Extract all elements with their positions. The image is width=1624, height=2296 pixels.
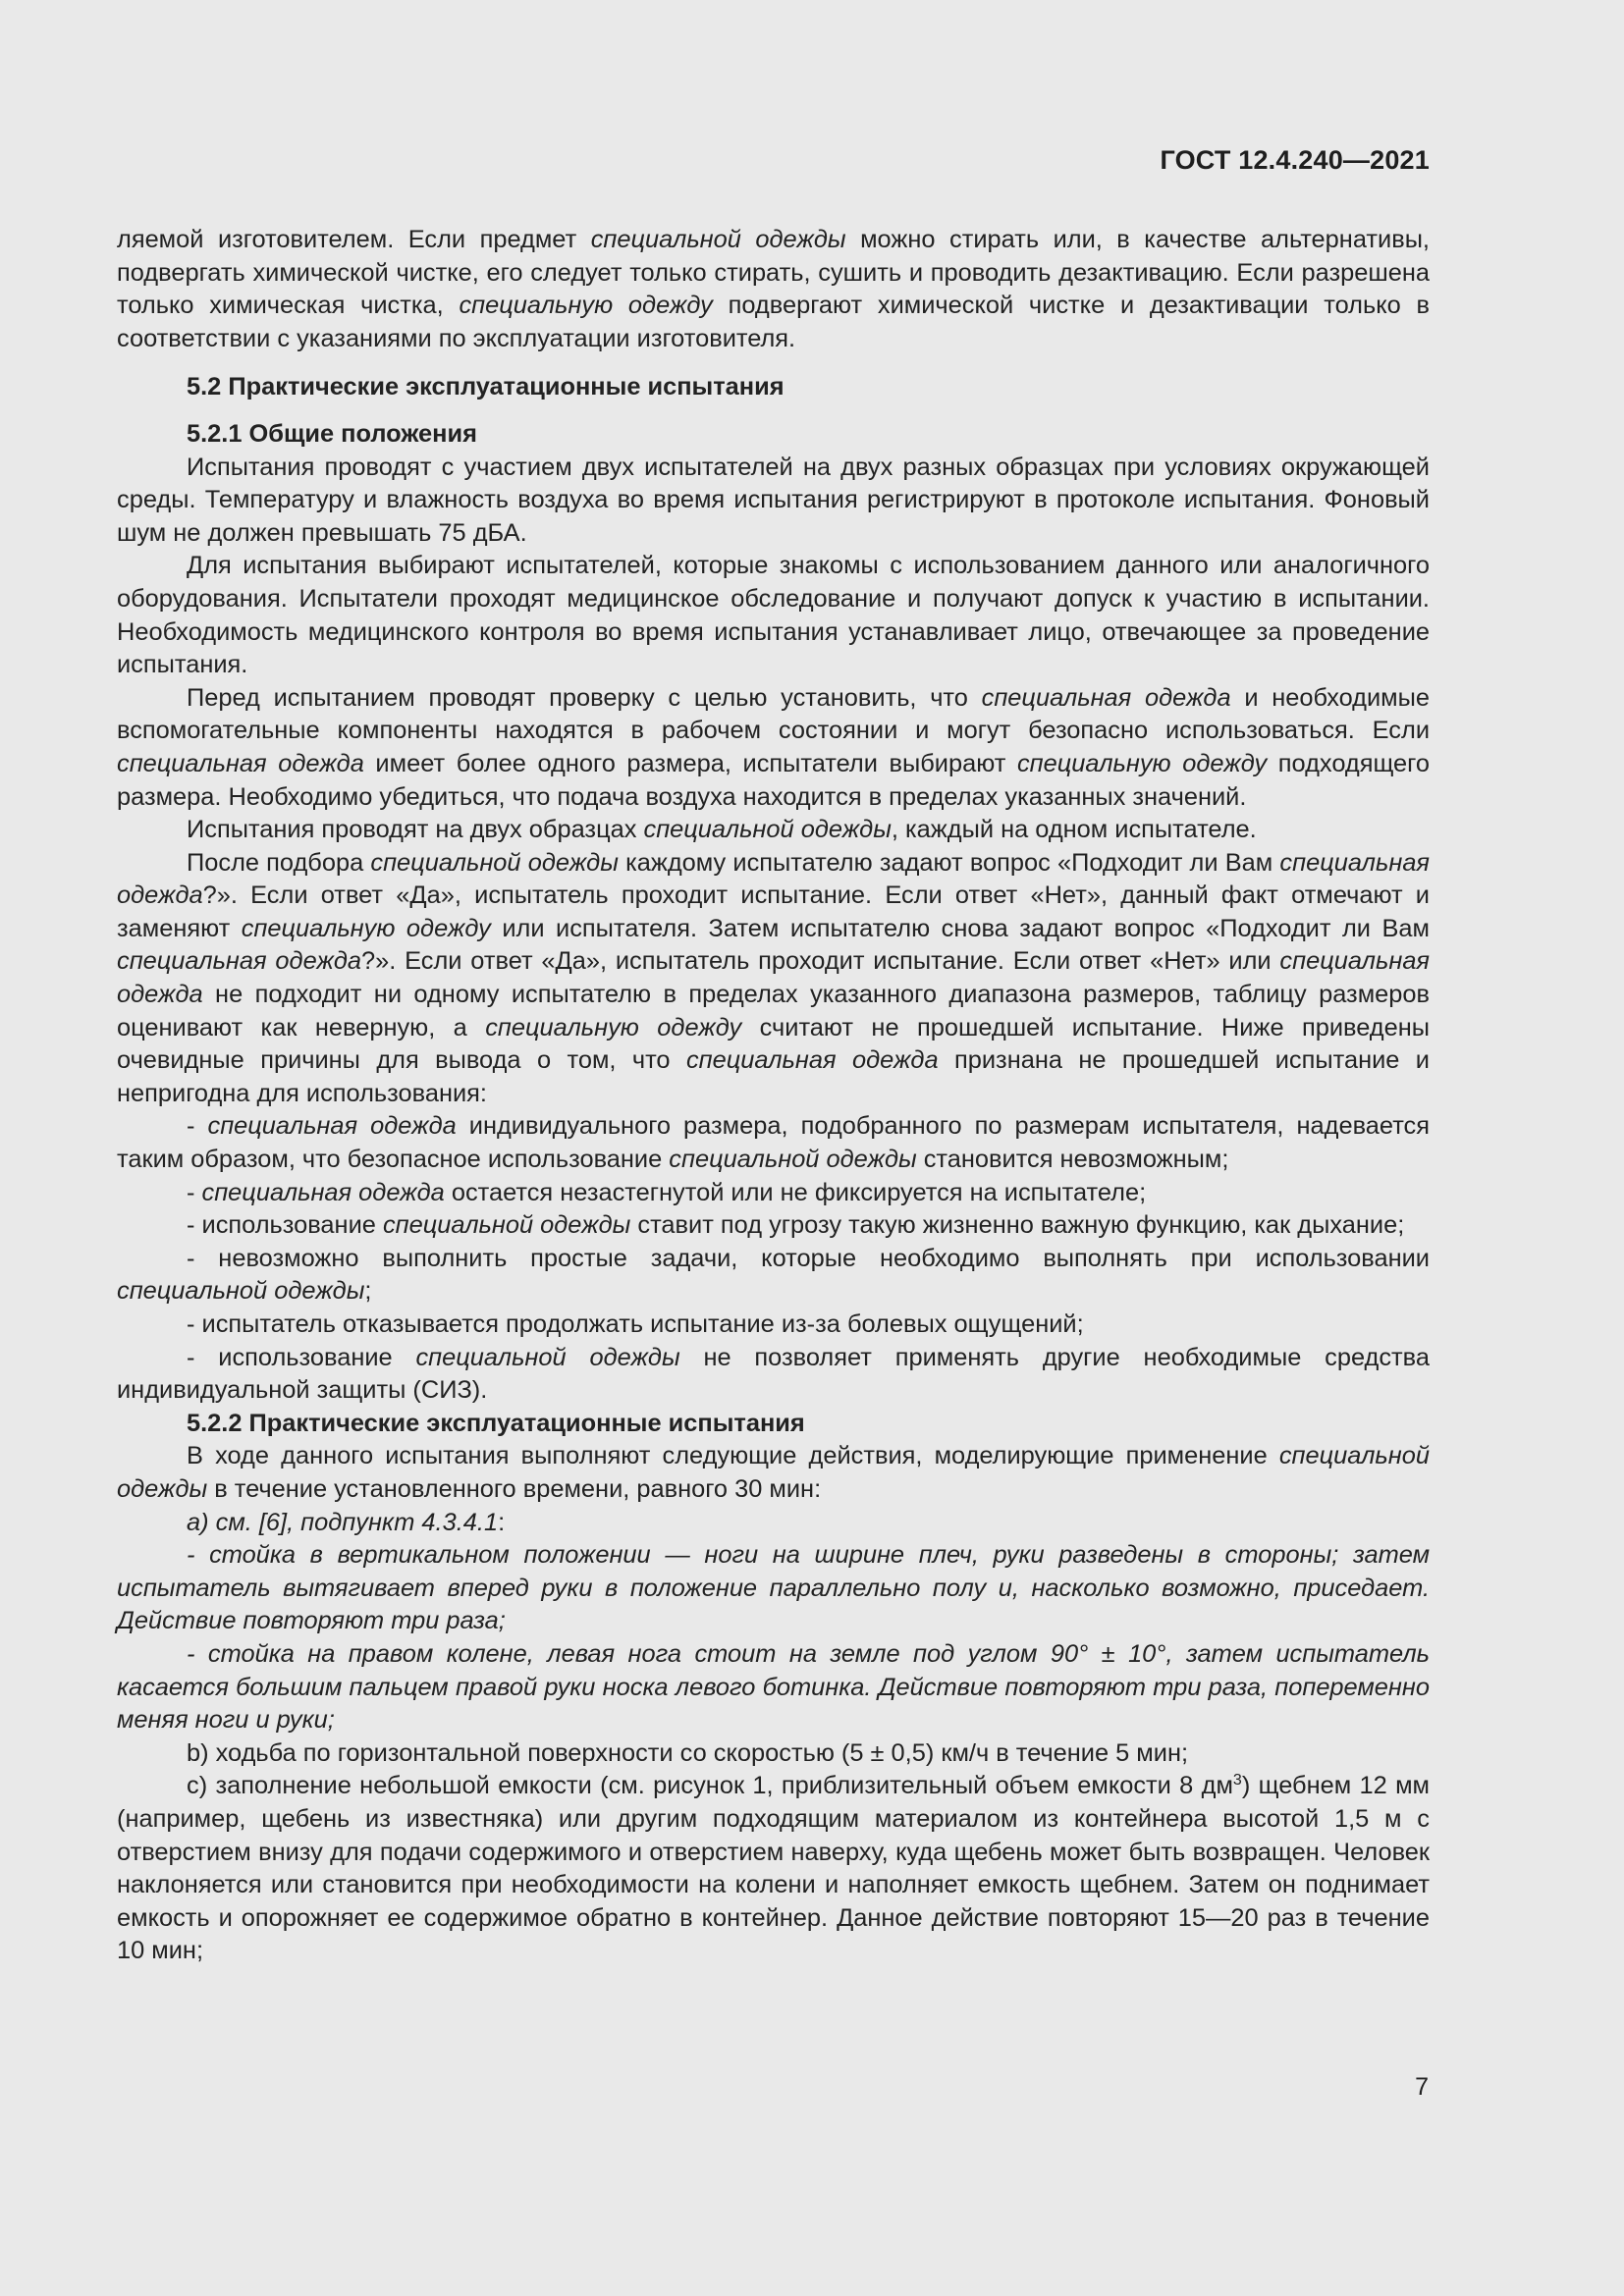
italic-text: специальной одежды xyxy=(643,816,892,844)
text-run: считают не прошедшей испытание. Ниже приведены очевидные причины для вывода о том, что xyxy=(117,1013,1430,1075)
text-run: В ходе данного испытания выполняют следующие действия, моделирующие применение xyxy=(187,1442,1279,1470)
italic-text: специальную одежду xyxy=(485,1013,742,1041)
paragraph xyxy=(117,1243,1430,1308)
text-run: Испытания проводят на двух образцах xyxy=(187,816,644,844)
text-run: ставит под угрозу такую жизненно важную функцию, как дыхание; xyxy=(630,1211,1405,1240)
section-heading xyxy=(117,418,1430,452)
text-run: - использование xyxy=(187,1343,416,1371)
italic-text: специальная одежда xyxy=(117,749,364,777)
italic-text: специальная одежда xyxy=(981,683,1231,712)
text-run: ; xyxy=(364,1277,372,1306)
paragraph xyxy=(117,1308,1430,1342)
paragraph xyxy=(117,452,1430,551)
italic-text: специальной одежды xyxy=(117,1442,1430,1503)
italic-text: - стойка в вертикальном положении — ноги на ширине плеч, руки разведены в стороны; затем испытатель вытягивает вперед руки в положение параллельно полу и, насколько возможно, приседает. Действие повторяют три раза; xyxy=(117,1541,1430,1635)
section-heading xyxy=(117,1408,1430,1441)
italic-text: специальная одежда xyxy=(117,848,1430,910)
text-run: ?». Если ответ «Да», испытатель проходит испытание. Если ответ «Нет» или xyxy=(361,947,1280,976)
text-run: 5.2.1 Общие положения xyxy=(187,419,477,448)
paragraph xyxy=(117,550,1430,681)
text-run: b) ходьба по горизонтальной поверхности со скоростью (5 ± 0,5) км/ч в течение 5 мин; xyxy=(187,1738,1189,1767)
text-run: признана не прошедшей испытание и непригодна для использования: xyxy=(117,1046,1430,1107)
text-run: , каждый на одном испытателе. xyxy=(891,816,1257,844)
page-number: 7 xyxy=(1415,2073,1429,2101)
italic-text: специальная одежда xyxy=(117,947,362,976)
text-run: не подходит ни одному испытателю в пределах указанного диапазона размеров, таблицу размеров оценивают как неверную, а xyxy=(117,981,1430,1041)
text-run: имеет более одного размера, испытатели выбирают xyxy=(363,749,1017,777)
body-text xyxy=(117,224,1430,1968)
text-run: 5.2 Практические эксплуатационные испытания xyxy=(187,373,785,401)
text-run: 5.2.2 Практические эксплуатационные испытания xyxy=(187,1409,805,1437)
text-run: индивидуального размера, подобранного по размерам испытателя, надевается таким образом, что безопасное использование xyxy=(117,1112,1430,1174)
text-run: - xyxy=(187,1178,202,1206)
text-run: : xyxy=(498,1508,506,1536)
text-run: c) заполнение небольшой емкости (см. рисунок 1, приблизительный объем емкости 8 дм xyxy=(187,1772,1233,1800)
paragraph xyxy=(117,1209,1430,1243)
italic-text: специальную одежду xyxy=(1016,749,1268,777)
superscript: 3 xyxy=(1232,1772,1242,1789)
italic-text: специальной одежды xyxy=(415,1343,680,1371)
paragraph xyxy=(117,1342,1430,1408)
text-run: - xyxy=(187,1112,208,1141)
text-run: - испытатель отказывается продолжать испытание из-за болевых ощущений; xyxy=(187,1310,1084,1338)
text-run: в течение установленного времени, равного 30 мин: xyxy=(207,1474,822,1503)
text-run: Испытания проводят с участием двух испытателей на двух разных образцах при условиях окружающей среды. Температуру и влажность воздуха во время испытания регистрируют в протоколе испытания. Фоновый шум не должен превышать 75 дБА. xyxy=(117,453,1430,547)
paragraph xyxy=(117,1440,1430,1506)
text-run: становится невозможным; xyxy=(916,1146,1229,1174)
paragraph xyxy=(117,1770,1430,1968)
text-run: не позволяет применять другие необходимые средства индивидуальной защиты (СИЗ). xyxy=(117,1343,1430,1405)
paragraph xyxy=(117,682,1430,814)
section-heading xyxy=(117,371,1430,404)
text-run: можно стирать или, в качестве альтернативы, подвергать химической чистке, его следует только стирать, сушить и проводить дезактивацию. Если разрешена только химическая чистка, xyxy=(117,226,1430,320)
text-run: и необходимые вспомогательные компоненты находятся в рабочем состоянии и могут безопасно использоваться. Если xyxy=(117,683,1431,745)
italic-text: a) см. [6], подпункт 4.3.4.1 xyxy=(187,1508,499,1536)
text-run: - невозможно выполнить простые задачи, которые необходимо выполнять при использовании xyxy=(187,1244,1430,1272)
paragraph xyxy=(117,1638,1430,1737)
paragraph xyxy=(117,814,1430,847)
italic-text: специальная одежда xyxy=(685,1046,939,1075)
paragraph xyxy=(117,1110,1430,1176)
paragraph xyxy=(117,1737,1430,1771)
paragraph xyxy=(117,224,1430,355)
text-run: или испытателя. Затем испытателю снова задают вопрос «Подходит ли Вам xyxy=(490,914,1431,942)
italic-text: специальной одежды xyxy=(669,1146,917,1174)
text-run: каждому испытателю задают вопрос «Подходит ли Вам xyxy=(618,848,1280,877)
text-run: Для испытания выбирают испытателей, которые знакомы с использованием данного или аналогичного оборудования. Испытатели проходят медицинское обследование и получают допуск к участию в испытании. Необходимость медицинского контроля во время испытания устанавливает лицо, отвечающее за проведение испытания. xyxy=(117,552,1430,679)
text-run: ) щебнем 12 мм (например, щебень из известняка) или другим подходящим материалом из контейнера высотой 1,5 м с отверстием внизу для подачи содержимого и отверстием наверху, куда щебень может быть возвращен. Человек наклоняется или становится при необходимости на колени и наполняет емкость щебнем. Затем он поднимает емкость и опорожняет ее содержимое обратно в контейнер. Данное действие повторяют 15—20 раз в течение 10 мин; xyxy=(117,1772,1431,1965)
text-run: ?». Если ответ «Да», испытатель проходит испытание. Если ответ «Нет», данный факт отмечают и заменяют xyxy=(117,881,1430,942)
italic-text: специальной одежды xyxy=(370,848,619,877)
italic-text: специальная одежда xyxy=(117,947,1430,1009)
standard-header: ГОСТ 12.4.240—2021 xyxy=(1160,145,1430,175)
text-run: После подбора xyxy=(187,848,371,877)
italic-text: специальная одежда xyxy=(201,1178,445,1206)
text-run: остается незастегнутой или не фиксируется на испытателе; xyxy=(444,1178,1147,1206)
text-run: Перед испытанием проводят проверку с целью установить, что xyxy=(187,683,982,712)
paragraph xyxy=(117,1539,1430,1638)
text-run: - использование xyxy=(187,1211,383,1240)
italic-text: специальной одежды xyxy=(382,1211,631,1240)
italic-text: специальная одежда xyxy=(207,1112,457,1141)
paragraph xyxy=(117,1177,1430,1210)
italic-text: - стойка на правом колене, левая нога стоит на земле под углом 90° ± 10°, затем испытатель касается большим пальцем правой руки носка левого ботинка. Действие повторяют три раза, попеременно меняя ноги и руки; xyxy=(117,1639,1430,1735)
paragraph xyxy=(117,847,1430,1111)
italic-text: специальную одежду xyxy=(459,292,713,320)
italic-text: специальную одежду xyxy=(241,914,491,942)
text-run: ляемой изготовителем. Если предмет xyxy=(117,226,591,253)
italic-text: специальной одежды xyxy=(117,1277,365,1306)
paragraph xyxy=(117,1507,1430,1540)
text-run: подходящего размера. Необходимо убедиться, что подача воздуха находится в пределах указанных значений. xyxy=(117,749,1430,811)
text-run: подвергают химической чистке и дезактивации только в соответствии с указаниями по эксплуатации изготовителя. xyxy=(117,292,1430,352)
italic-text: специальной одежды xyxy=(590,226,846,253)
